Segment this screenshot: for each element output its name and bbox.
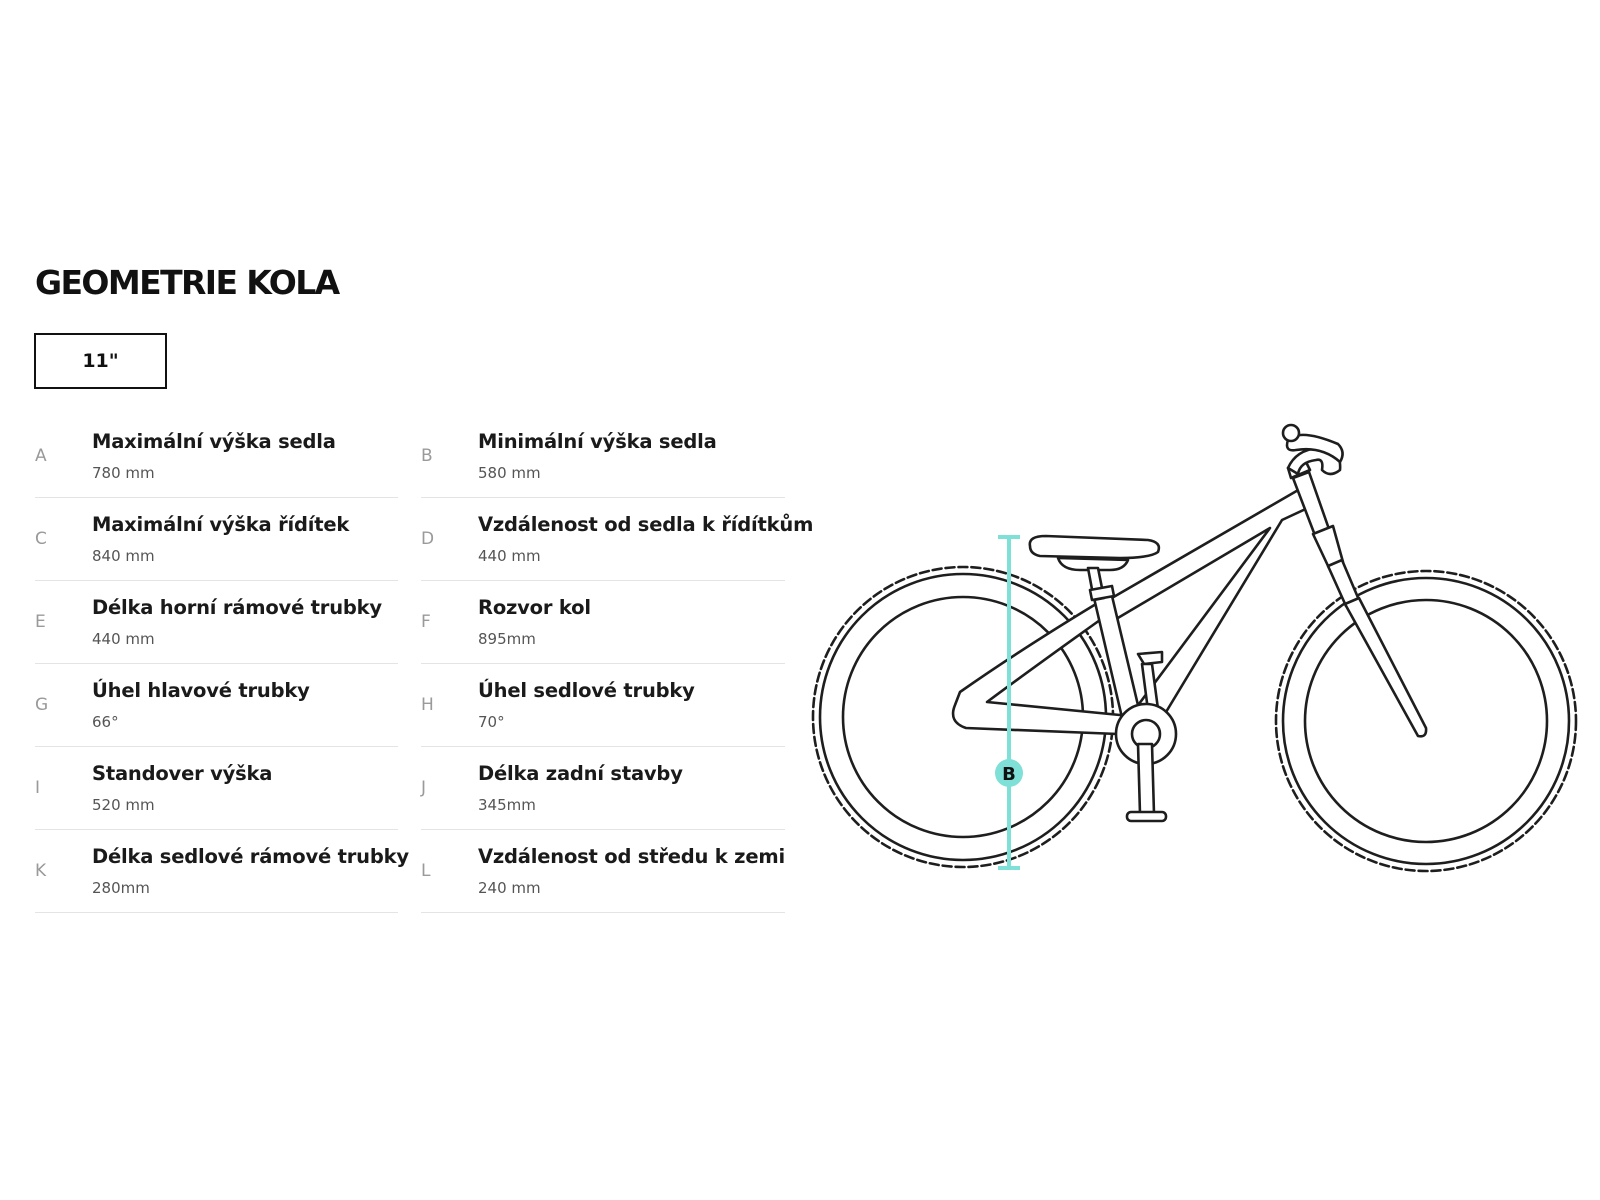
geometry-row [35,581,398,664]
geometry-letter: L [421,861,431,881]
geometry-letter: H [421,695,434,715]
geometry-label: Délka horní rámové trubky [92,596,382,619]
geometry-value: 895mm [478,630,536,648]
geometry-value: 240 mm [478,879,541,897]
measurement-b-label: B [1002,764,1016,785]
geometry-label: Délka zadní stavby [478,762,683,785]
geometry-letter: K [35,861,47,881]
geometry-label: Rozvor kol [478,596,591,619]
geometry-value: 840 mm [92,547,155,565]
geometry-value: 440 mm [478,547,541,565]
geometry-value: 70° [478,713,505,731]
geometry-value: 345mm [478,796,536,814]
geometry-letter: B [421,446,433,466]
geometry-letter: A [35,446,47,466]
geometry-letter: F [421,612,431,632]
geometry-letter: G [35,695,49,715]
geometry-row [35,664,398,747]
bike-geometry-diagram [800,400,1590,880]
geometry-row [421,747,785,830]
geometry-label: Minimální výška sedla [478,430,717,453]
geometry-label: Vzdálenost od sedla k řídítkům [478,513,814,536]
geometry-row [421,581,785,664]
geometry-letter: I [35,778,41,798]
geometry-letter: J [421,778,427,798]
geometry-letter: D [421,529,435,549]
geometry-label: Délka sedlové rámové trubky [92,845,409,868]
geometry-value: 440 mm [92,630,155,648]
geometry-row [421,664,785,747]
handlebar [1283,425,1343,474]
geometry-row [421,498,814,581]
geometry-row [35,498,398,581]
geometry-column-left [35,415,409,913]
geometry-label: Standover výška [92,762,273,785]
geometry-value: 520 mm [92,796,155,814]
geometry-row [421,415,785,498]
geometry-value: 66° [92,713,119,731]
geometry-label: Maximální výška sedla [92,430,336,453]
geometry-label: Maximální výška řídítek [92,513,350,536]
geometry-letter: E [35,612,46,632]
geometry-label: Úhel sedlové trubky [478,679,695,702]
geometry-value: 280mm [92,879,150,897]
geometry-row [35,415,398,498]
geometry-row [421,830,785,913]
page-title: GEOMETRIE KOLA [35,263,339,302]
fork [1313,526,1426,736]
geometry-letter: C [35,529,47,549]
geometry-row [35,747,398,830]
geometry-row [35,830,409,913]
geometry-column-right [421,415,814,913]
geometry-label: Úhel hlavové trubky [92,679,310,702]
geometry-label: Vzdálenost od středu k zemi [478,845,785,868]
geometry-value: 780 mm [92,464,155,482]
front-wheel [1276,571,1576,871]
size-option-button[interactable]: 11" [34,333,167,389]
geometry-value: 580 mm [478,464,541,482]
